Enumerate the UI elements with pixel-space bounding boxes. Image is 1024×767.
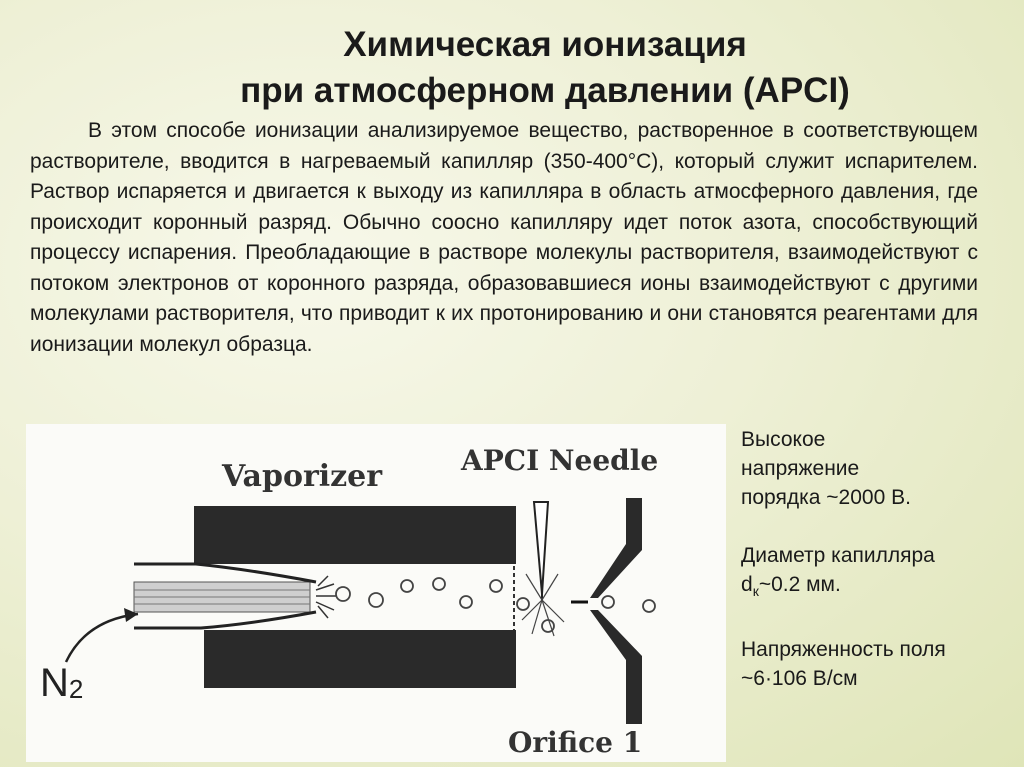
title-line-1: Химическая ионизация	[343, 25, 747, 64]
title-line-2: при атмосферном давлении (APCI)	[240, 71, 850, 110]
apci-diagram	[26, 424, 726, 762]
description-paragraph: В этом способе ионизации анализируемое вещество, растворенное в соответствующем растворителе, вводится в нагреваемый капилляр (350-400°С), который служит испарителем. Раствор испаряется и двигается к выходу из капилляра в область атмосферного давления, где происходит коронный разряд. Обычно соосно капилляру идет поток азота, способствующий процессу испарения. Преобладающие в растворе молекулы растворителя, взаимодействуют с потоком электронов от коронного разряда, образовавшиеся ионы взаимодействуют с другими молекулами растворителя, что приводит к их протонированию и они становятся реагентами для ионизации молекул образца.	[30, 119, 978, 356]
orifice-label: Orifice 1	[508, 726, 643, 759]
n2-arrow	[66, 614, 138, 662]
sheath-lower	[134, 612, 316, 628]
apci-needle	[534, 502, 548, 594]
n2-label: N2	[40, 661, 84, 705]
side-notes	[741, 425, 1021, 722]
field-note: Напряженность поля ~6·106 В/см	[741, 638, 946, 691]
sheath-upper	[134, 564, 316, 582]
orifice-upper	[590, 498, 642, 598]
vaporizer-bottom-block	[204, 630, 516, 688]
slide-title	[0, 22, 1024, 114]
diameter-note: Диаметр капилляра $d_к\sim 0.2$ мм.	[741, 544, 935, 600]
needle-label: APCI Needle	[461, 444, 659, 477]
orifice-lower	[590, 610, 642, 724]
vaporizer-top-block	[194, 506, 516, 564]
apci-schematic	[26, 424, 726, 762]
vaporizer-label: Vaporizer	[222, 459, 383, 494]
voltage-note: Высокое напряжение порядка ~2000 В.	[741, 428, 911, 509]
